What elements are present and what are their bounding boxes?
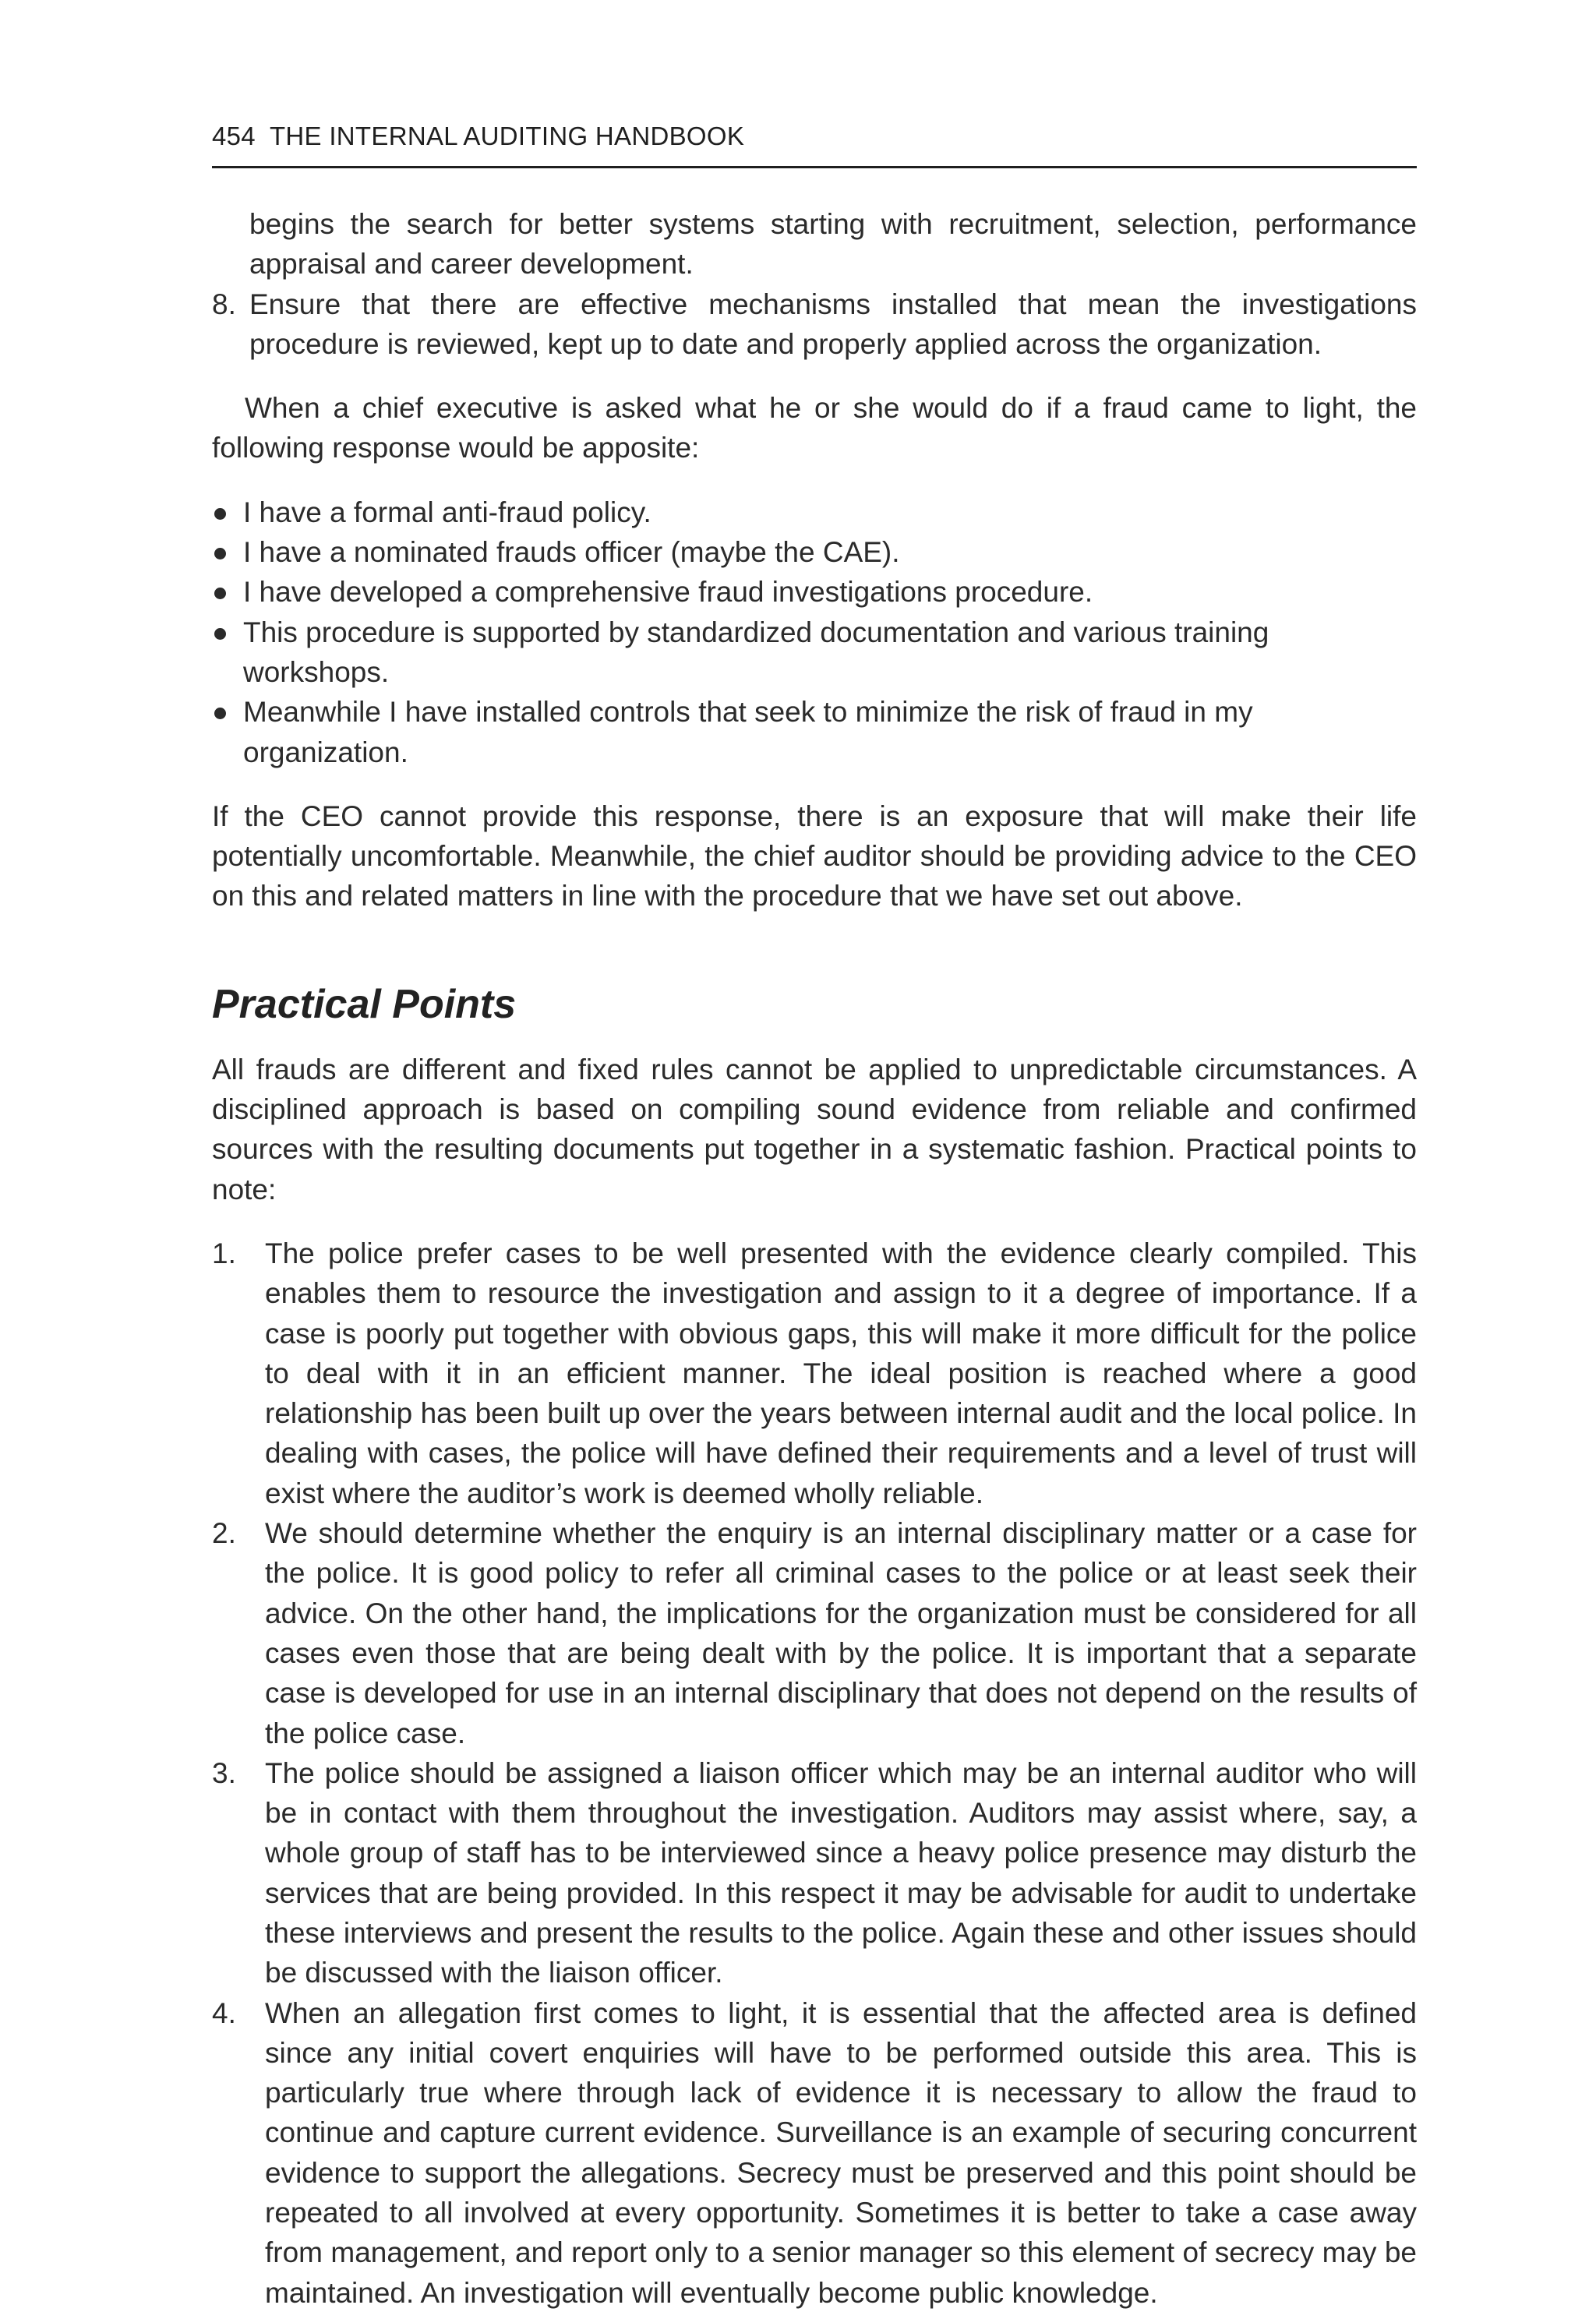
point-text: The police prefer cases to be well presented with the evidence clearly compiled. This enables them to resource the investigation and assign to it a degree of importance. If a case is poorly put together with obvious gaps, this will make it more difficult for the police to deal with it in an efficient manner. The ideal position is reached where a good relationship has been built up over the years between internal audit and the local police. In dealing with cases, the police will have defined their requirements and a level of trust will exist where the auditor’s work is deemed wholly reliable. — [265, 1237, 1417, 1509]
bullet-item — [212, 492, 1417, 532]
point-item-2 — [212, 1513, 1417, 1753]
point-item-1 — [212, 1234, 1417, 1513]
section-intro-paragraph: All frauds are different and fixed rules cannot be applied to unpredictable circumstances. A disciplined approach is based on compiling sound evidence from reliable and confirmed sources with the resulting documents put together in a systematic fashion. Practical points to note: — [212, 1053, 1417, 1205]
header-rule — [212, 166, 1417, 168]
bullet-icon — [214, 508, 226, 520]
point-text: The police should be assigned a liaison officer which may be an internal auditor who will be in contact with them throughout the investigation. Auditors may assist where, say, a whole group of staff has to be interviewed since a heavy police presence may disturb the services that are being provided. In this respect it may be advisable for audit to undertake these interviews and present the results to the police. Again these and other issues should be discussed with the liaison officer. — [265, 1756, 1417, 1989]
point-number: 3. — [212, 1756, 236, 1789]
ceo-paragraph: If the CEO cannot provide this response, there is an exposure that will make their life potentially uncomfortable. Meanwhile, the chief auditor should be providing advice to the CEO on this and related matters in line with the procedure that we have set out above. — [212, 799, 1417, 912]
bullet-text: I have a formal anti-fraud policy. — [243, 496, 651, 528]
bullet-item — [212, 572, 1417, 612]
list-item-text: Ensure that there are effective mechanisms installed that mean the investigations procedure is reviewed, kept up to date and properly applied across the organization. — [249, 288, 1417, 360]
bullet-item — [212, 532, 1417, 572]
bullet-icon — [214, 548, 226, 559]
point-number: 2. — [212, 1517, 236, 1550]
bullet-text: I have developed a comprehensive fraud investigations procedure. — [243, 576, 1093, 609]
bullet-item — [212, 612, 1417, 693]
list-number: 8. — [212, 288, 236, 320]
running-title: THE INTERNAL AUDITING HANDBOOK — [269, 122, 745, 150]
point-text: We should determine whether the enquiry is an internal disciplinary matter or a case for the police. It is good policy to refer all criminal cases to the police or at least seek their advice. On the other hand, the implications for the organization must be considered for all cases even those that are being dealt with by the police. It is important that a separate case is developed for use in an internal disciplinary that does not depend on the results of the police case. — [265, 1517, 1417, 1749]
bullet-text: Meanwhile I have installed controls that seek to minimize the risk of fraud in my organization. — [243, 696, 1253, 768]
list-item-8 — [212, 284, 1417, 365]
bullet-list — [212, 492, 1417, 772]
page-body — [212, 204, 1417, 2313]
page-number: 454 — [212, 122, 256, 150]
bullet-icon — [214, 708, 226, 719]
point-item-4 — [212, 1993, 1417, 2313]
running-header — [212, 122, 1417, 151]
bullet-icon — [214, 588, 226, 599]
point-item-3 — [212, 1753, 1417, 1993]
point-text: When an allegation first comes to light, it is essential that the affected area is defined since any initial covert enquiries will have to be performed outside this area. This is particularly true where through lack of evidence it is necessary to allow the fraud to continue and capture current evidence. Surveillance is an example of securing concurrent evidence to support the allegations. Secrecy must be preserved and this point should be repeated to all involved at every opportunity. Sometimes it is better to take a case away from management, and report only to a senior manager so this element of secrecy may be maintained. An investigation will eventually become public knowledge. — [265, 1996, 1417, 2309]
point-number: 4. — [212, 1996, 236, 2029]
bullet-item — [212, 692, 1417, 772]
bullet-text: This procedure is supported by standardized documentation and various training workshops. — [243, 616, 1269, 688]
bullet-text: I have a nominated frauds officer (maybe the CAE). — [243, 536, 900, 569]
practical-points-list — [212, 1234, 1417, 2313]
bullet-icon — [214, 628, 226, 640]
point-number: 1. — [212, 1237, 236, 1269]
intro-paragraph: When a chief executive is asked what he or she would do if a fraud came to light, the following response would be apposite: — [212, 392, 1417, 464]
section-title: Practical Points — [212, 981, 517, 1027]
continuation-paragraph: begins the search for better systems starting with recruitment, selection, performance appraisal and career development. — [249, 208, 1417, 281]
